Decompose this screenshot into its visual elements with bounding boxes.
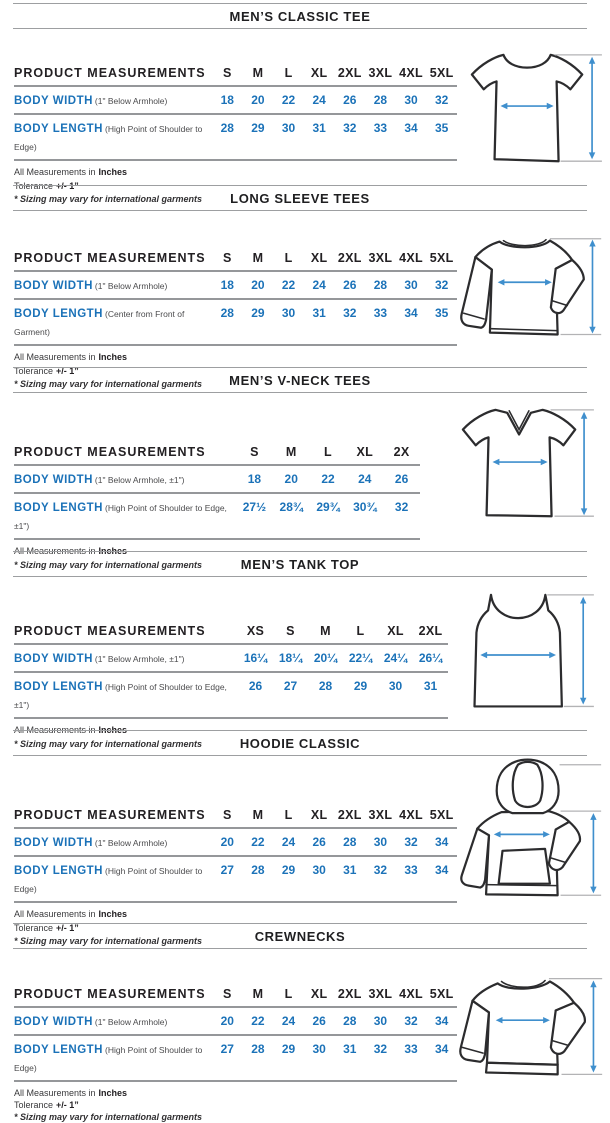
measurement-value: 26¼ <box>418 651 443 665</box>
row-label: BODY LENGTH <box>14 681 103 693</box>
measurement-value: 20 <box>251 278 265 292</box>
measurement-value: 32 <box>394 500 409 514</box>
row-detail: (High Point of Shoulder to Edge) <box>14 1045 203 1073</box>
size-col-header: 5XL <box>429 987 454 1001</box>
measurement-value: 18 <box>247 472 262 486</box>
row-label: BODY LENGTH <box>14 502 103 514</box>
measurement-table <box>14 211 457 392</box>
row-label: BODY WIDTH <box>14 280 93 292</box>
measurement-value: 29 <box>251 306 265 320</box>
tolerance-note: Tolerance +/- 1” <box>14 180 79 191</box>
garment-illustration <box>457 757 610 949</box>
table-header-row <box>14 624 448 645</box>
size-col-header: 2X <box>393 445 410 459</box>
product-measurements-label: PRODUCT MEASUREMENTS <box>14 66 206 80</box>
garment-illustration <box>457 44 608 207</box>
size-col-header: L <box>284 808 293 822</box>
tolerance-note: Tolerance +/- 1” <box>14 1100 79 1110</box>
row-detail: (High Point of Shoulder to Edge) <box>14 124 203 152</box>
measurement-value: 26 <box>394 472 409 486</box>
tee-icon <box>457 44 605 174</box>
garment-illustration <box>457 962 610 1123</box>
row-detail: (High Point of Shoulder to Edge, ±1") <box>14 682 227 710</box>
measurement-value: 20¼ <box>313 651 338 665</box>
row-label: BODY LENGTH <box>14 1044 103 1056</box>
size-header-cells <box>212 808 457 822</box>
row-label: BODY LENGTH <box>14 308 103 320</box>
measurement-value: 26 <box>343 278 357 292</box>
measurement-table <box>14 29 457 207</box>
measurement-value: 34 <box>435 863 449 877</box>
size-col-header: S <box>222 251 232 265</box>
table-header-row <box>14 987 457 1008</box>
size-col-header: S <box>286 624 295 638</box>
measurement-value: 27 <box>220 863 234 877</box>
size-col-header: 2XL <box>337 251 362 265</box>
section-title-band <box>13 730 587 756</box>
measurement-value: 30 <box>281 121 296 135</box>
section-content <box>0 393 600 572</box>
section-content <box>0 577 600 751</box>
measurement-value: 32 <box>435 93 449 107</box>
size-header-cells <box>212 987 457 1001</box>
measurement-value: 29 <box>281 863 296 877</box>
measurement-value: 28 <box>251 863 265 877</box>
measurement-value: 22 <box>251 1014 265 1028</box>
measurement-value: 29 <box>251 121 265 135</box>
measurement-value: 30 <box>312 863 326 877</box>
size-col-header: 4XL <box>399 251 423 265</box>
notes <box>14 1087 457 1123</box>
size-col-header: S <box>250 445 259 459</box>
measurement-value: 32 <box>404 1014 418 1028</box>
product-measurements-label: PRODUCT MEASUREMENTS <box>14 445 206 459</box>
measurement-value: 20 <box>220 835 234 849</box>
section-title: MEN’S CLASSIC TEE <box>229 9 371 24</box>
size-col-header: XL <box>310 251 328 265</box>
size-col-header: 5XL <box>429 808 454 822</box>
measurement-value: 30 <box>373 1014 388 1028</box>
body-width-row <box>14 272 457 300</box>
size-col-header: L <box>284 987 293 1001</box>
section-title: LONG SLEEVE TEES <box>230 191 370 206</box>
hoodie-icon <box>457 757 607 904</box>
body-width-values <box>238 651 448 665</box>
row-label: BODY WIDTH <box>14 1016 93 1028</box>
measurement-value: 24 <box>312 93 326 107</box>
measurement-value: 30 <box>281 306 296 320</box>
measurement-value: 29 <box>281 1042 296 1056</box>
measurement-value: 30 <box>373 835 388 849</box>
row-detail: (1" Below Armhole) <box>94 96 168 106</box>
measurement-value: 24 <box>358 472 372 486</box>
row-detail: (High Point of Shoulder to Edge) <box>14 866 203 894</box>
section-title: MEN’S TANK TOP <box>240 557 360 572</box>
size-col-header: 5XL <box>429 66 454 80</box>
sizing-note: * Sizing may vary for international garments <box>14 194 203 204</box>
body-length-values <box>238 679 448 693</box>
sizing-note: * Sizing may vary for international garments <box>14 379 203 389</box>
sizing-note: * Sizing may vary for international garments <box>14 1112 203 1122</box>
measurement-value: 35 <box>435 306 449 320</box>
body-length-values <box>212 863 457 877</box>
section-title-band <box>13 3 587 29</box>
size-header-cells <box>236 445 420 459</box>
section-title-band <box>13 367 587 393</box>
row-detail: (Center from Front of Garment) <box>14 309 185 337</box>
measurement-value: 20 <box>220 1014 234 1028</box>
measurement-value: 18 <box>220 278 234 292</box>
size-col-header: 4XL <box>399 66 423 80</box>
measurement-value: 32 <box>343 306 357 320</box>
measurement-value: 30 <box>404 93 418 107</box>
garment-illustration <box>420 399 600 572</box>
row-detail: (1" Below Armhole) <box>94 1017 168 1027</box>
table-header-row <box>14 251 457 272</box>
size-col-header: 2XL <box>337 808 362 822</box>
measurement-value: 22 <box>251 835 265 849</box>
size-col-header: 2XL <box>337 987 362 1001</box>
section-title-band <box>13 923 587 949</box>
sizing-note: * Sizing may vary for international garments <box>14 559 203 570</box>
body-width-values <box>212 278 457 292</box>
measurement-value: 33 <box>404 863 418 877</box>
row-detail: (1" Below Armhole, ±1") <box>94 654 185 664</box>
measurement-table <box>14 756 457 949</box>
measurements-note: All Measurements in Inches <box>14 909 128 919</box>
size-col-header: 3XL <box>368 987 393 1001</box>
measurement-table <box>14 949 457 1123</box>
size-col-header: M <box>252 808 264 822</box>
size-col-header: 3XL <box>368 66 393 80</box>
measurement-table <box>14 393 420 572</box>
size-col-header: M <box>320 624 331 638</box>
measurement-value: 32 <box>404 835 418 849</box>
measurement-value: 28 <box>373 93 388 107</box>
row-label: BODY WIDTH <box>14 653 93 665</box>
body-length-values <box>212 1042 457 1056</box>
body-length-values <box>212 121 457 135</box>
product-measurements-label: PRODUCT MEASUREMENTS <box>14 808 206 822</box>
measurement-value: 18¼ <box>278 651 303 665</box>
measurement-value: 31 <box>312 121 326 135</box>
row-label: BODY LENGTH <box>14 865 103 877</box>
size-header-cells <box>212 251 457 265</box>
measurement-value: 22 <box>281 93 296 107</box>
body-width-row <box>14 466 420 494</box>
measurement-value: 24 <box>281 1014 296 1028</box>
measurement-value: 28 <box>343 1014 357 1028</box>
measurement-value: 28 <box>220 306 234 320</box>
measurement-value: 31 <box>312 306 326 320</box>
size-col-header: 4XL <box>399 987 423 1001</box>
body-width-row <box>14 645 448 673</box>
section-title-band <box>13 185 587 211</box>
measurement-value: 32 <box>373 863 388 877</box>
measurement-table <box>14 577 448 751</box>
measurements-note: All Measurements in Inches <box>14 167 128 177</box>
measurements-note: All Measurements in Inches <box>14 1088 128 1098</box>
row-detail: (1" Below Armhole) <box>94 838 168 848</box>
measurement-value: 32 <box>343 121 357 135</box>
measurement-value: 28 <box>343 835 357 849</box>
measurement-value: 24 <box>312 278 326 292</box>
body-length-row <box>14 857 457 903</box>
measurement-value: 29¾ <box>316 500 340 514</box>
section-title: HOODIE CLASSIC <box>239 736 361 751</box>
body-width-row <box>14 1008 457 1036</box>
body-length-row <box>14 494 420 540</box>
section-content <box>0 211 600 392</box>
section-title: CREWNECKS <box>254 929 346 944</box>
measurement-value: 28 <box>373 278 388 292</box>
section-title: MEN’S V-NECK TEES <box>229 373 371 388</box>
measurement-value: 22 <box>281 278 296 292</box>
body-width-row <box>14 829 457 857</box>
measurement-value: 27½ <box>242 500 267 514</box>
measurement-value: 33 <box>373 121 388 135</box>
sizing-note: * Sizing may vary for international garments <box>14 738 203 749</box>
measurement-value: 18 <box>220 93 234 107</box>
longsleeve-icon <box>457 224 607 356</box>
product-measurements-label: PRODUCT MEASUREMENTS <box>14 624 206 638</box>
measurements-note: All Measurements in Inches <box>14 546 128 556</box>
measurement-value: 28¾ <box>279 500 303 514</box>
row-label: BODY WIDTH <box>14 95 93 107</box>
measurement-value: 20 <box>251 93 265 107</box>
size-col-header: 4XL <box>399 808 423 822</box>
measurement-value: 22 <box>321 472 335 486</box>
section-title-band <box>13 551 587 577</box>
size-col-header: XS <box>246 624 265 638</box>
measurement-value: 32 <box>373 1042 388 1056</box>
measurement-value: 33 <box>404 1042 418 1056</box>
measurement-value: 26 <box>312 835 326 849</box>
measurements-note: All Measurements in Inches <box>14 352 128 362</box>
table-header-row <box>14 445 420 466</box>
measurement-value: 24¼ <box>383 651 408 665</box>
body-width-values <box>212 835 457 849</box>
measurement-value: 20 <box>284 472 298 486</box>
section-content <box>0 949 600 1123</box>
body-width-row <box>14 87 457 115</box>
body-length-row <box>14 1036 457 1082</box>
vneck-icon <box>449 399 597 529</box>
crewneck-icon <box>457 962 607 1090</box>
size-col-header: S <box>222 987 232 1001</box>
size-col-header: L <box>284 251 293 265</box>
row-label: BODY LENGTH <box>14 123 103 135</box>
measurement-value: 32 <box>435 278 449 292</box>
measurement-value: 28 <box>220 121 234 135</box>
body-length-row <box>14 300 457 346</box>
body-length-row <box>14 673 448 719</box>
size-col-header: M <box>285 445 297 459</box>
table-header-row <box>14 808 457 829</box>
row-label: BODY WIDTH <box>14 837 93 849</box>
size-col-header: XL <box>356 445 374 459</box>
measurements-note: All Measurements in Inches <box>14 725 128 735</box>
product-measurements-label: PRODUCT MEASUREMENTS <box>14 251 206 265</box>
tolerance-note: Tolerance +/- 1” <box>14 365 79 376</box>
measurement-value: 28 <box>318 679 333 693</box>
size-col-header: S <box>222 808 232 822</box>
measurement-value: 34 <box>435 835 449 849</box>
body-width-values <box>212 1014 457 1028</box>
measurement-value: 26 <box>312 1014 326 1028</box>
size-chart-document <box>0 3 600 1122</box>
size-col-header: 3XL <box>368 251 393 265</box>
size-col-header: 2XL <box>337 66 362 80</box>
row-detail: (1" Below Armhole, ±1") <box>94 475 185 485</box>
measurement-value: 34 <box>404 306 418 320</box>
size-col-header: 5XL <box>429 251 454 265</box>
body-width-values <box>212 93 457 107</box>
measurement-value: 26 <box>343 93 357 107</box>
product-measurements-label: PRODUCT MEASUREMENTS <box>14 987 206 1001</box>
size-col-header: L <box>324 445 332 459</box>
measurement-value: 31 <box>423 679 438 693</box>
size-col-header: XL <box>387 624 404 638</box>
measurement-value: 34 <box>435 1042 449 1056</box>
body-length-values <box>236 500 420 514</box>
size-col-header: M <box>252 66 264 80</box>
measurement-value: 29 <box>353 679 368 693</box>
size-col-header: L <box>356 624 365 638</box>
size-col-header: L <box>284 66 293 80</box>
section-content <box>0 29 600 207</box>
size-col-header: M <box>252 251 264 265</box>
size-col-header: M <box>252 987 264 1001</box>
garment-illustration <box>448 589 600 751</box>
row-detail: (1" Below Armhole) <box>94 281 168 291</box>
measurement-value: 16¼ <box>243 651 268 665</box>
measurement-value: 26 <box>248 679 263 693</box>
body-length-row <box>14 115 457 161</box>
row-label: BODY WIDTH <box>14 474 93 486</box>
size-col-header: S <box>222 66 232 80</box>
size-col-header: 2XL <box>418 624 443 638</box>
measurement-value: 30 <box>312 1042 326 1056</box>
body-width-values <box>236 472 420 486</box>
measurement-value: 30¾ <box>353 500 377 514</box>
measurement-value: 27 <box>220 1042 234 1056</box>
table-header-row <box>14 66 457 87</box>
measurement-value: 35 <box>435 121 449 135</box>
size-col-header: XL <box>310 66 328 80</box>
tolerance-note: Tolerance +/- 1” <box>14 922 79 933</box>
measurement-value: 24 <box>281 835 296 849</box>
measurement-value: 30 <box>404 278 418 292</box>
body-length-values <box>212 306 457 320</box>
size-col-header: 3XL <box>368 808 393 822</box>
tank-icon <box>451 589 597 721</box>
measurement-value: 34 <box>404 121 418 135</box>
size-col-header: XL <box>310 987 328 1001</box>
measurement-value: 31 <box>343 1042 357 1056</box>
size-col-header: XL <box>310 808 328 822</box>
measurement-value: 30 <box>388 679 403 693</box>
measurement-value: 34 <box>435 1014 449 1028</box>
measurement-value: 31 <box>343 863 357 877</box>
measurement-value: 22¼ <box>348 651 373 665</box>
sizing-note: * Sizing may vary for international garments <box>14 936 203 946</box>
size-header-cells <box>212 66 457 80</box>
measurement-value: 27 <box>283 679 298 693</box>
size-header-cells <box>238 624 448 638</box>
row-detail: (High Point of Shoulder to Edge, ±1") <box>14 503 227 531</box>
measurement-value: 28 <box>251 1042 265 1056</box>
measurement-value: 33 <box>373 306 388 320</box>
section-crewnecks <box>0 923 600 1122</box>
section-content <box>0 756 600 949</box>
